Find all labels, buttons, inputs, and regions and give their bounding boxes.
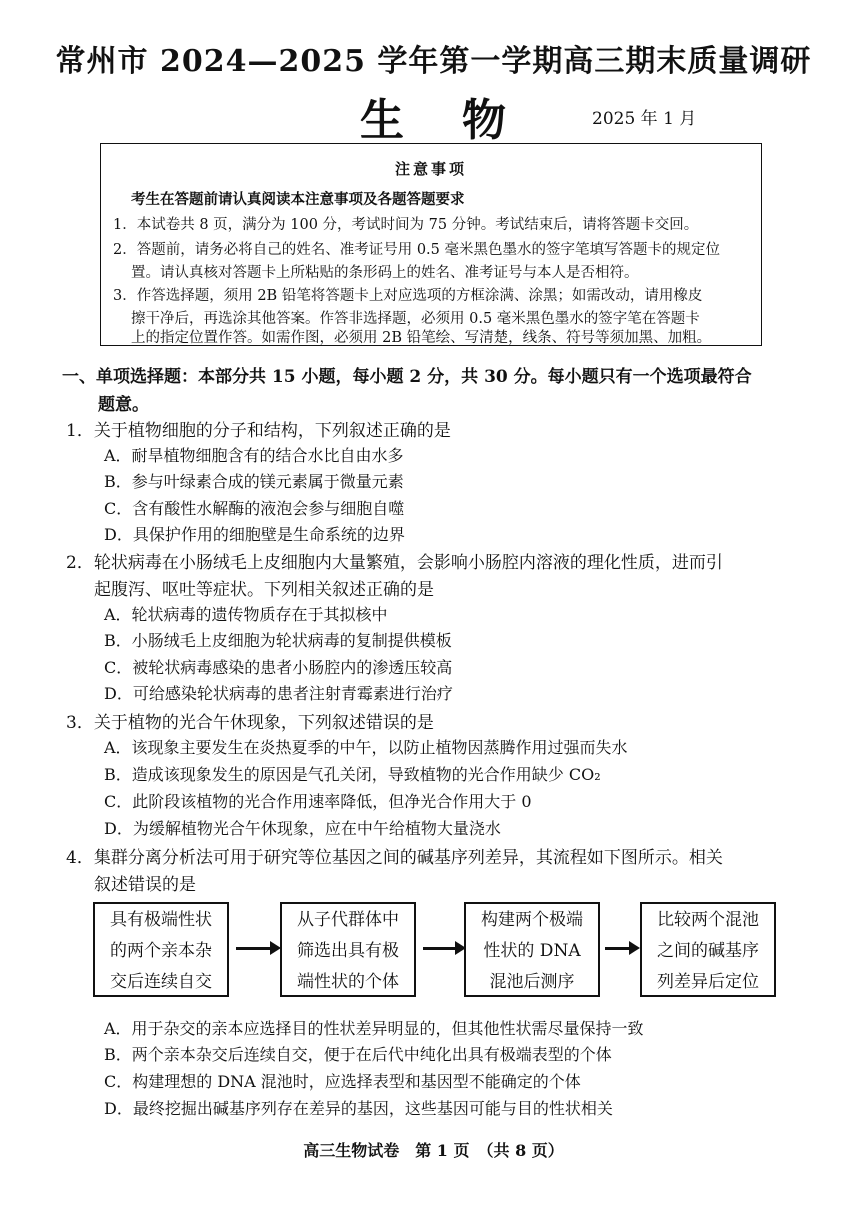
question-1-option-c: C．含有酸性水解酶的液泡会参与细胞自噬 [104,499,405,518]
question-2-option-a: A．轮状病毒的遗传物质存在于其拟核中 [104,605,388,624]
flow-arrow-icon [423,947,457,950]
question-4-stem: 4．集群分离分析法可用于研究等位基因之间的碱基序列差异，其流程如下图所示。相关 [66,848,723,868]
notice-line: 2．答题前，请务必将自己的姓名、准考证号用 0.5 毫米黑色墨水的签字笔填写答题卡的规定位 [113,242,720,258]
exam-date: 2025 年 1 月 [592,109,697,129]
question-4-option-d: D．最终挖掘出碱基序列存在差异的基因，这些基因可能与目的性状相关 [104,1099,613,1118]
flow-step-4 [640,902,776,997]
flow-step-text: 混池后测序 [489,972,575,992]
flow-arrow-icon [236,947,272,950]
flow-step-1 [93,902,229,997]
subject-title: 生物 [360,95,564,146]
flow-step-text: 构建两个极端 [481,910,583,930]
question-1-stem: 1．关于植物细胞的分子和结构，下列叙述正确的是 [66,421,451,441]
notice-line: 置。请认真核对答题卡上所粘贴的条形码上的姓名、准考证号与本人是否相符。 [131,265,639,281]
notice-line: 3．作答选择题，须用 2B 铅笔将答题卡上对应选项的方框涂满、涂黑；如需改动，请用橡皮 [113,288,703,304]
question-4-option-a: A．用于杂交的亲本应选择目的性状差异明显的，但其他性状需尽量保持一致 [104,1019,644,1038]
flow-step-text: 比较两个混池 [657,910,759,930]
page-footer: 高三生物试卷 第 1 页 （共 8 页） [303,1141,564,1160]
question-2-option-b: B．小肠绒毛上皮细胞为轮状病毒的复制提供模板 [104,631,452,650]
question-4-option-c: C．构建理想的 DNA 混池时，应选择表型和基因型不能确定的个体 [104,1072,581,1091]
notice-line: 上的指定位置作答。如需作图，必须用 2B 铅笔绘、写清楚，线条、符号等须加黑、加粗。 [131,330,712,346]
question-3-option-d: D．为缓解植物光合午休现象，应在中午给植物大量浇水 [104,819,501,838]
question-2-stem-cont: 起腹泻、呕吐等症状。下列相关叙述正确的是 [94,580,434,600]
flow-step-text: 交后连续自交 [110,972,212,992]
flow-step-text: 列差异后定位 [657,972,759,992]
question-3-option-b: B．造成该现象发生的原因是气孔关闭，导致植物的光合作用缺少 CO₂ [104,765,601,784]
flow-step-text: 具有极端性状 [110,910,212,930]
section-heading-cont: 题意。 [98,395,149,415]
flow-step-text: 性状的 DNA [483,941,581,961]
notice-line: 擦干净后，再选涂其他答案。作答非选择题，必须用 0.5 毫米黑色墨水的签字笔在答题卡 [131,311,700,327]
question-1-option-d: D．具保护作用的细胞壁是生命系统的边界 [104,525,405,544]
exam-title: 常州市 2024—2025 学年第一学期高三期末质量调研 [55,44,812,79]
notice-box [100,143,762,346]
notice-intro: 考生在答题前请认真阅读本注意事项及各题答题要求 [131,191,465,208]
question-4-option-b: B．两个亲本杂交后连续自交，便于在后代中纯化出具有极端表型的个体 [104,1045,612,1064]
flow-step-text: 筛选出具有极 [297,941,399,961]
flow-step-text: 从子代群体中 [297,910,399,930]
section-heading: 一、单项选择题：本部分共 15 小题，每小题 2 分，共 30 分。每小题只有一个选项最符合 [62,367,752,387]
flow-arrow-icon [605,947,631,950]
flow-step-2 [280,902,416,997]
question-1-option-a: A．耐旱植物细胞含有的结合水比自由水多 [104,446,404,465]
notice-title: 注意事项 [394,160,467,178]
flow-step-text: 的两个亲本杂 [110,941,212,961]
question-3-option-c: C．此阶段该植物的光合作用速率降低，但净光合作用大于 0 [104,792,532,811]
question-4-stem-cont: 叙述错误的是 [94,875,196,895]
flow-step-text: 端性状的个体 [297,972,399,992]
question-2-option-d: D．可给感染轮状病毒的患者注射青霉素进行治疗 [104,684,453,703]
question-2-stem: 2．轮状病毒在小肠绒毛上皮细胞内大量繁殖，会影响小肠腔内溶液的理化性质，进而引 [66,553,723,573]
question-2-option-c: C．被轮状病毒感染的患者小肠腔内的渗透压较高 [104,658,453,677]
question-3-stem: 3．关于植物的光合午休现象，下列叙述错误的是 [66,713,434,733]
flow-step-text: 之间的碱基序 [657,941,759,961]
flow-step-3 [464,902,600,997]
notice-line: 1．本试卷共 8 页，满分为 100 分，考试时间为 75 分钟。考试结束后，请将答题卡交回。 [113,217,699,233]
question-1-option-b: B．参与叶绿素合成的镁元素属于微量元素 [104,472,404,491]
question-3-option-a: A．该现象主要发生在炎热夏季的中午，以防止植物因蒸腾作用过强而失水 [104,738,628,757]
